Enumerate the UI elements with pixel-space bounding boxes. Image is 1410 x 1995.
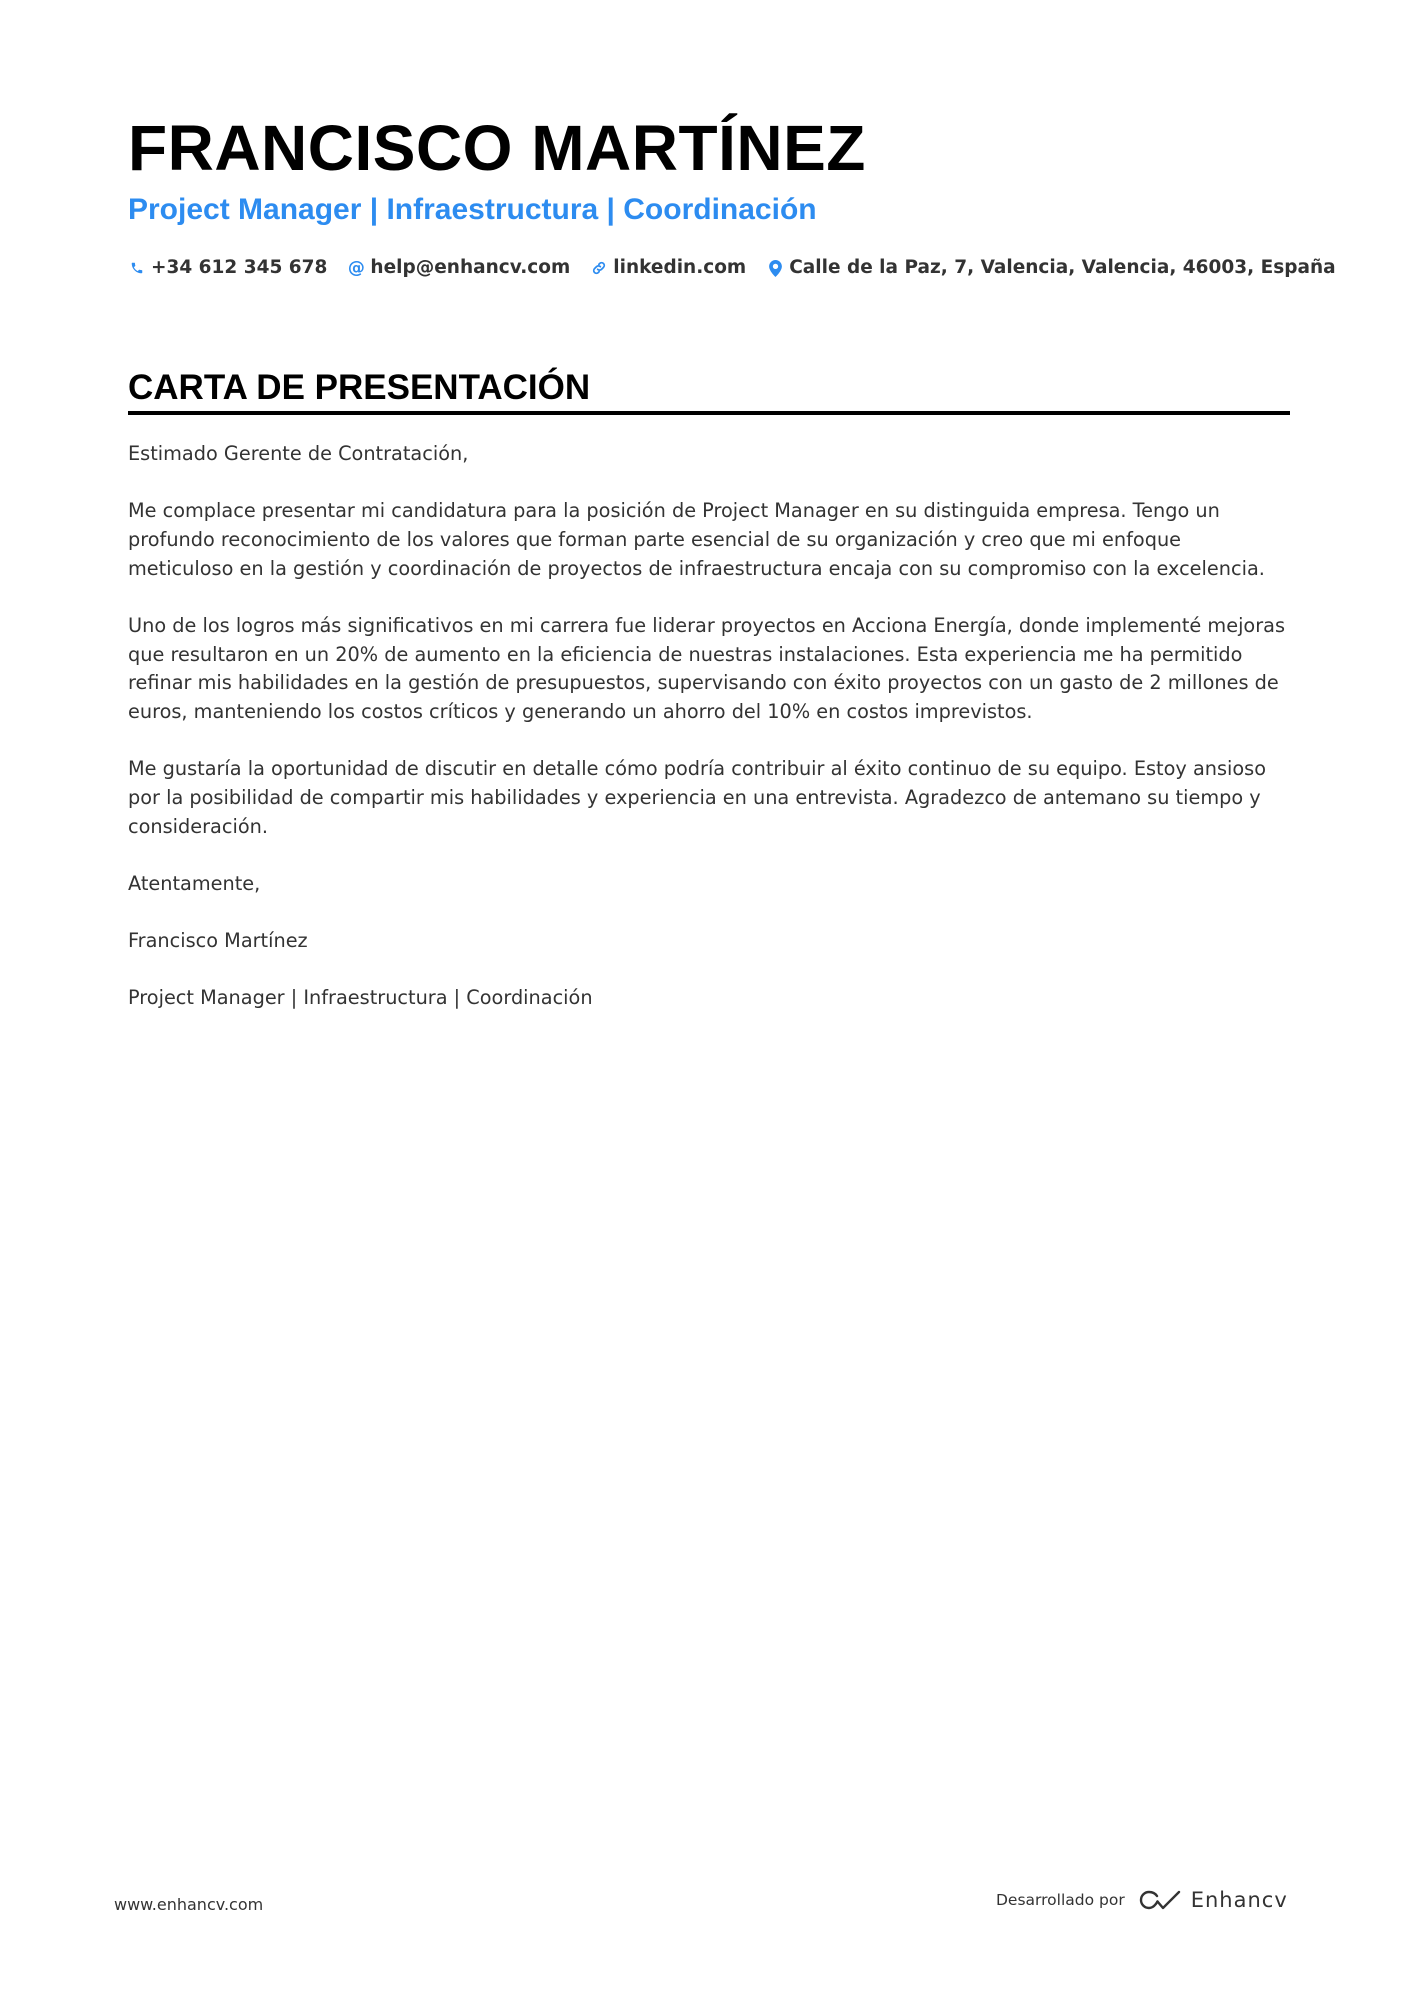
enhancv-logo-text: Enhancv (1190, 1888, 1288, 1912)
contact-phone-text: +34 612 345 678 (151, 257, 328, 278)
contact-email[interactable] (347, 254, 570, 282)
letter-closing: Atentamente, (128, 871, 261, 895)
powered-by-label: Desarrollado por (996, 1891, 1125, 1909)
contact-phone[interactable] (128, 254, 327, 282)
signature-name: Francisco Martínez (128, 928, 308, 952)
phone-icon (128, 259, 146, 277)
at-icon: @ (347, 258, 365, 278)
candidate-name: FRANCISCO MARTÍNEZ (128, 112, 866, 184)
candidate-title: Project Manager | Infraestructura | Coordinación (128, 193, 817, 226)
contact-linkedin[interactable] (590, 254, 746, 282)
section-heading: CARTA DE PRESENTACIÓN (128, 366, 1290, 415)
footer-website-link[interactable]: www.enhancv.com (114, 1895, 264, 1914)
contact-address-text: Calle de la Paz, 7, Valencia, Valencia, 46003, España (789, 257, 1336, 278)
enhancv-logo[interactable] (1137, 1888, 1288, 1912)
letter-paragraph: Uno de los logros más significativos en mi carrera fue liderar proyectos en Acciona Energía, donde implementé mejoras que resultaron en un 20% de aumento en la eficiencia de nuestras instalaciones. Esta experiencia me ha permitido refinar mis habilidades en la gestión de presupuestos, supervisando con éxito proyectos con un gasto de 2 millones de euros, manteniendo los costos críticos y generando un ahorro del 10% en costos imprevistos. (128, 613, 1286, 723)
contact-email-text: help@enhancv.com (370, 257, 571, 278)
footer-branding (996, 1888, 1288, 1912)
link-icon (590, 259, 608, 277)
letter-greeting: Estimado Gerente de Contratación, (128, 442, 469, 465)
contact-linkedin-text: linkedin.com (613, 257, 747, 278)
letter-paragraph: Me complace presentar mi candidatura para la posición de Project Manager en su distinguida empresa. Tengo un profundo reconocimiento de los valores que forman parte esencial de su organización y creo que mi enfoque meticuloso en la gestión y coordinación de proyectos de infraestructura encaja con su compromiso con la excelencia. (128, 499, 1265, 580)
location-pin-icon (766, 259, 784, 277)
signature-title: Project Manager | Infraestructura | Coordinación (128, 986, 593, 1010)
letter-paragraph: Me gustaría la oportunidad de discutir en detalle cómo podría contribuir al éxito continuo de su equipo. Estoy ansioso por la posibilidad de compartir mis habilidades y experiencia en una entrevista. Agradezco de antemano su tiempo y consideración. (128, 757, 1267, 838)
letter-body (128, 440, 1290, 1041)
enhancv-logo-mark-icon (1137, 1888, 1183, 1912)
contact-bar (128, 254, 1356, 282)
contact-address (766, 254, 1335, 282)
